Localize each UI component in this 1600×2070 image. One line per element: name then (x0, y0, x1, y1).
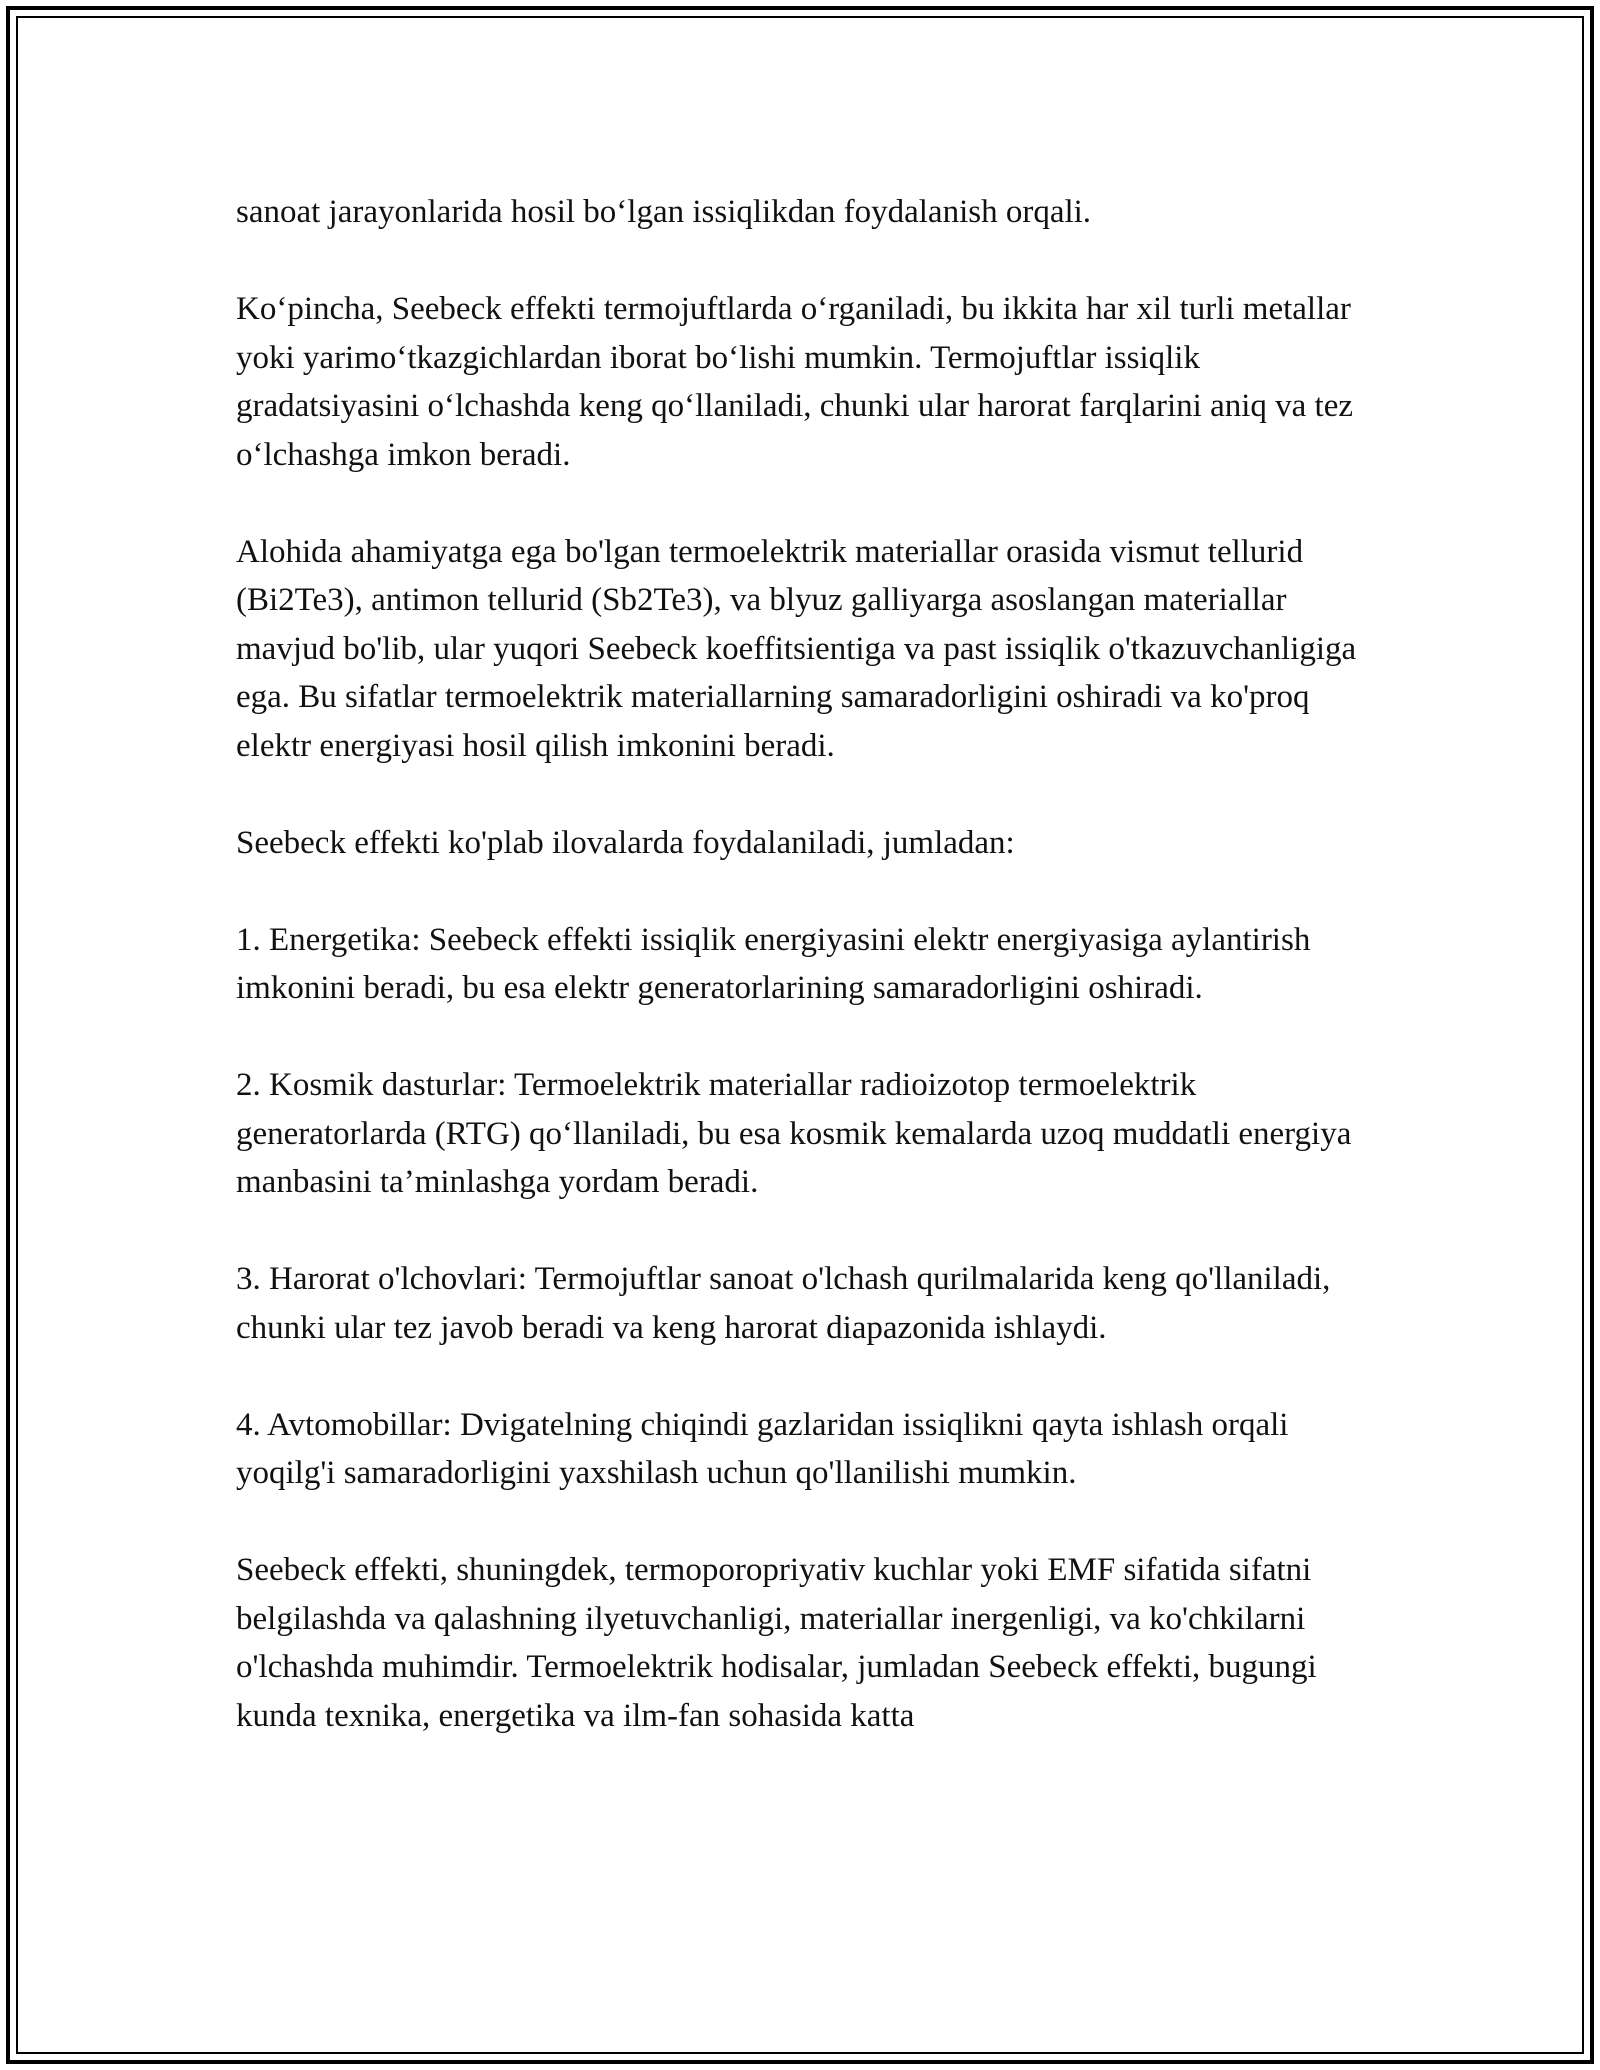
list-item-temperature-measurement: 3. Harorat o'lchovlari: Termojuftlar sanoat o'lchash qurilmalarida keng qo'llaniladi, chunki ular tez javob beradi va keng harorat diapazonida ishlaydi. (236, 1261, 1331, 1346)
paragraph-intro-continuation: sanoat jarayonlarida hosil bo‘lgan issiqlikdan foydalanish orqali. (236, 194, 1092, 230)
list-item-space-programs: 2. Kosmik dasturlar: Termoelektrik materiallar radioizotop termoelektrik generatorlarda (RTG) qo‘llaniladi, bu esa kosmik kemalarda uzoq muddatli energiya manbasini ta’minlashga yordam beradi. (236, 1067, 1352, 1200)
list-item-automobiles: 4. Avtomobillar: Dvigatelning chiqindi gazlaridan issiqlikni qayta ishlash orqali yoqilg'i samaradorligini yaxshilash uchun qo'llanilishi mumkin. (236, 1406, 1289, 1491)
list-item-energetics: 1. Energetika: Seebeck effekti issiqlik energiyasini elektr energiyasiga aylantirish imkonini beradi, bu esa elektr generatorlarining samaradorligini oshiradi. (236, 921, 1311, 1006)
paragraph-materials: Alohida ahamiyatga ega bo'lgan termoelektrik materiallar orasida vismut tellurid (Bi2Te3), antimon tellurid (Sb2Te3), va blyuz galliyarga asoslangan materiallar mavjud bo'lib, ular yuqori Seebeck koeffitsientiga va past issiqlik o'tkazuvchanligiga ega. Bu sifatlar termoelektrik materiallarning samaradorligini oshiradi va ko'proq elektr energiyasi hosil qilish imkonini beradi. (236, 533, 1357, 764)
paragraph-applications-intro: Seebeck effekti ko'plab ilovalarda foydalaniladi, jumladan: (236, 824, 1015, 861)
document-body (236, 188, 1386, 1740)
paragraph-thermocouples: Ko‘pincha, Seebeck effekti termojuftlarda o‘rganiladi, bu ikkita har xil turli metallar yoki yarimo‘tkazgichlardan iborat bo‘lishi mumkin. Termojuftlar issiqlik gradatsiyasini o‘lchashda keng qo‘llaniladi, chunki ular harorat farqlarini aniq va tez o‘lchashga imkon beradi. (236, 291, 1354, 473)
paragraph-conclusion: Seebeck effekti, shuningdek, termoporopriyativ kuchlar yoki EMF sifatida sifatni belgilashda va qalashning ilyetuvchanligi, materiallar inergenligi, va ko'chkilarni o'lchashda muhimdir. Termoelektrik hodisalar, jumladan Seebeck effekti, bugungi kunda texnika, energetika va ilm-fan sohasida katta (236, 1552, 1317, 1734)
